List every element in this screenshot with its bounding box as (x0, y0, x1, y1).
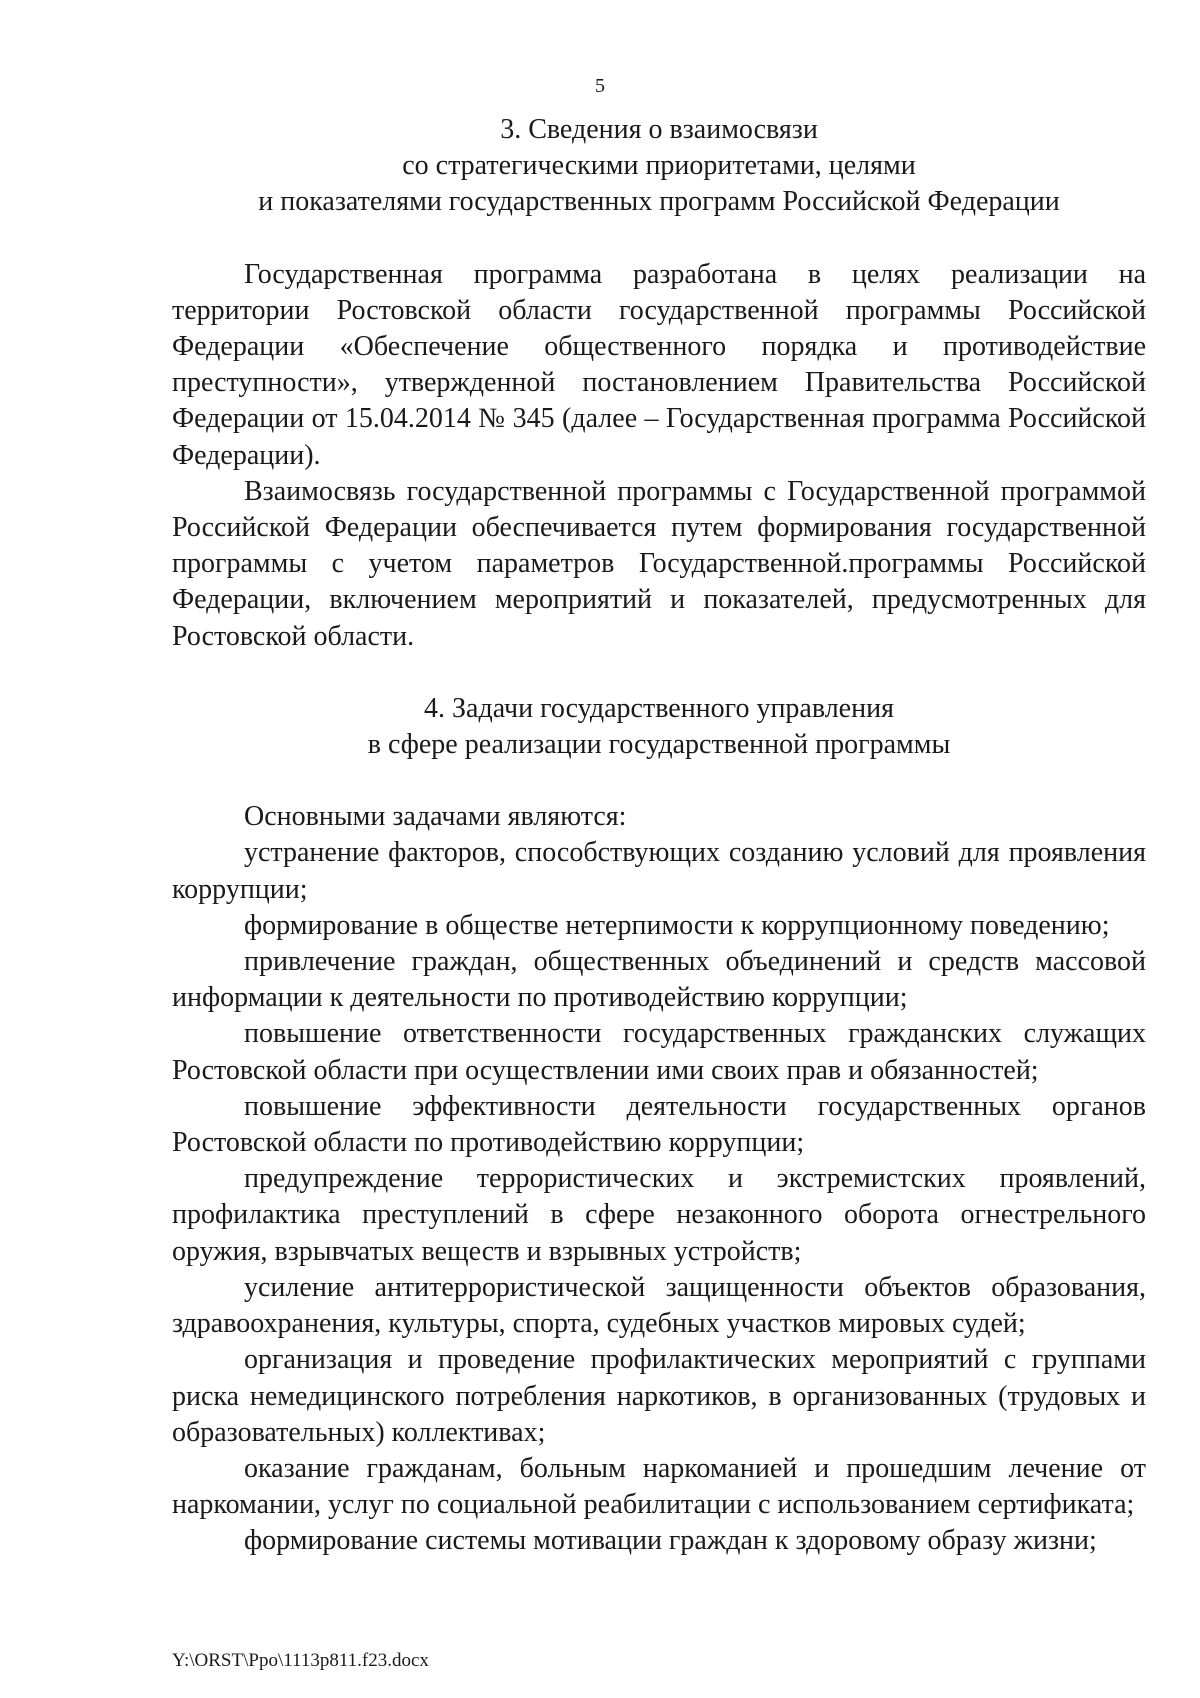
spacer (172, 763, 1146, 799)
section-4-heading-line: 4. Задачи государственного управления (424, 692, 894, 724)
task-item: привлечение граждан, общественных объединений и средств массовой информации к деятельности по противодействию коррупции; (172, 946, 1146, 1014)
section-3-paragraph: Государственная программа разработана в целях реализации на территории Ростовской области государственной программы Российской Федерации «Обеспечение общественного порядка и противодействие преступности», утвержденной постановлением Правительства Российской Федерации от 15.04.2014 № 345 (далее – Государственная программа Российской Федерации). (172, 258, 1146, 471)
section-4-heading-line: в сфере реализации государственной программы (367, 729, 951, 761)
document-body (172, 112, 1146, 1560)
task-item: организация и проведение профилактических мероприятий с группами риска немедицинского потребления наркотиков, в организованных (трудовых и образовательных) коллективах; (172, 1344, 1146, 1448)
section-3-heading-line: и показателями государственных программ Российской Федерации (258, 186, 1060, 218)
section-3-heading-line: со стратегическими приоритетами, целями (402, 150, 916, 182)
task-item: усиление антитеррористической защищенности объектов образования, здравоохранения, культуры, спорта, судебных участков мировых судей; (172, 1271, 1146, 1340)
spacer (172, 221, 1146, 257)
footer-file-path: Y:\ORST\Ppo\1113p811.f23.docx (172, 1650, 429, 1671)
task-item: оказание гражданам, больным наркоманией и прошедшим лечение от наркомании, услуг по социальной реабилитации с использованием сертификата; (172, 1452, 1146, 1521)
task-item: повышение ответственности государственных гражданских служащих Ростовской области при осуществлении ими своих прав и обязанностей; (172, 1018, 1146, 1086)
task-item: формирование системы мотивации граждан к здоровому образу жизни; (244, 1525, 1097, 1557)
section-3-heading (172, 112, 1146, 221)
spacer (172, 655, 1146, 691)
section-4-heading (172, 691, 1146, 763)
task-item: предупреждение террористических и экстремистских проявлений, профилактика преступлений в сфере незаконного оборота огнестрельного оружия, взрывчатых веществ и взрывных устройств; (172, 1163, 1146, 1267)
task-item: формирование в обществе нетерпимости к коррупционному поведению; (244, 909, 1110, 941)
task-item: повышение эффективности деятельности государственных органов Ростовской области по противодействию коррупции; (172, 1090, 1146, 1159)
section-4-intro: Основными задачами являются: (244, 801, 627, 833)
page-number: 5 (595, 75, 605, 97)
section-3-paragraph: Взаимосвязь государственной программы с Государственной программой Российской Федерации обеспечивается путем формирования государственной программы с учетом параметров Государственной.программы Российской Федерации, включением мероприятий и показателей, предусмотренных для Ростовской области. (172, 475, 1146, 652)
task-item: устранение факторов, способствующих созданию условий для проявления коррупции; (172, 837, 1146, 905)
section-3-heading-line: 3. Сведения о взаимосвязи (500, 114, 818, 145)
